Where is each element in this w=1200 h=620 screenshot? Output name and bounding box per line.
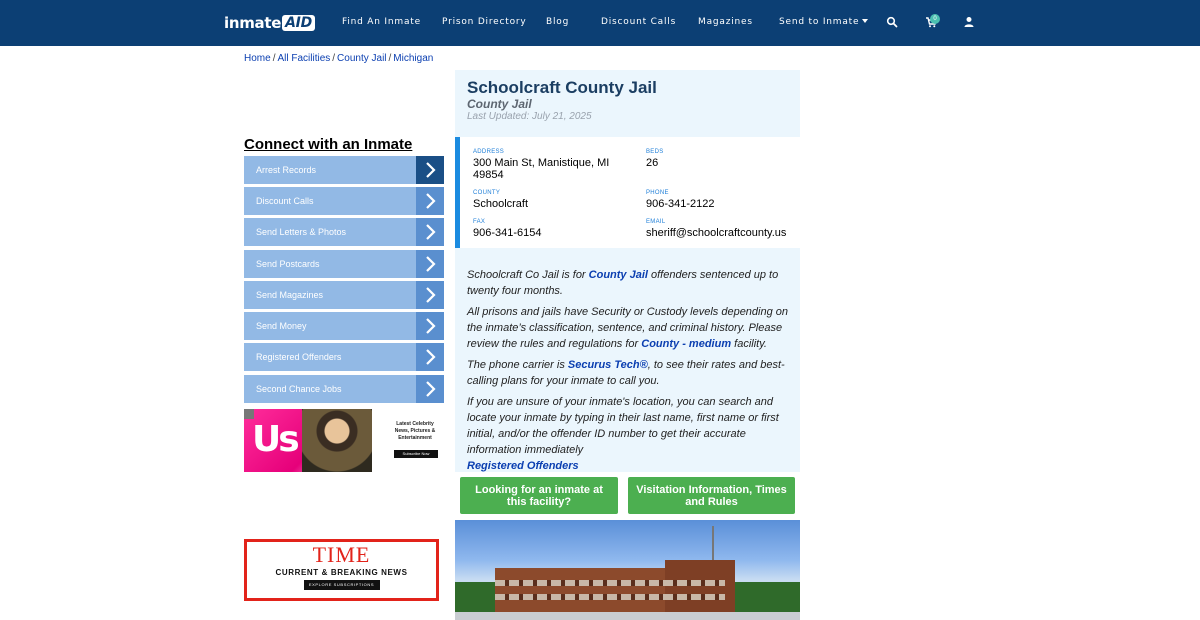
top-navbar — [0, 0, 1200, 46]
description-paragraph-1 — [467, 267, 789, 299]
chevron-right-icon — [416, 312, 444, 340]
breadcrumb-home[interactable]: Home — [244, 53, 271, 64]
user-icon[interactable] — [963, 16, 975, 28]
menu-item-label: Discount Calls — [256, 196, 314, 206]
description-text: All prisons and jails have Security or Custody levels depending on the inmate’s classification, sentence, and criminal history. Please review the rules and regulations for — [467, 306, 789, 350]
inmate-aid-logo[interactable] — [224, 13, 315, 33]
menu-item-send-letters-photos[interactable] — [244, 218, 444, 246]
email-label: EMAIL — [646, 219, 666, 225]
time-ad-subtitle: CURRENT & BREAKING NEWS — [275, 568, 408, 577]
description-text: , to see their rates and best-calling plans for your inmate to call you. — [467, 359, 785, 387]
description-text: offenders sentenced up to twenty four months. — [467, 269, 779, 297]
registered-offenders-link[interactable]: Registered Offenders — [467, 460, 579, 472]
menu-item-label: Send Postcards — [256, 259, 320, 269]
nav-magazines[interactable]: Magazines — [698, 17, 753, 27]
connect-section-title: Connect with an Inmate — [244, 136, 413, 153]
nav-find-inmate[interactable]: Find An Inmate — [342, 17, 421, 27]
fax-value: 906-341-6154 — [473, 227, 542, 239]
us-weekly-ad[interactable] — [244, 409, 444, 472]
chevron-down-icon — [862, 19, 868, 23]
cart-count-badge: 0 — [930, 14, 940, 24]
menu-item-label: Second Chance Jobs — [256, 384, 342, 394]
description-paragraph-4 — [467, 394, 789, 474]
description-text: The phone carrier is — [467, 359, 568, 371]
address-label: ADDRESS — [473, 149, 505, 155]
county-label: COUNTY — [473, 190, 501, 196]
nav-prison-directory[interactable]: Prison Directory — [442, 17, 527, 27]
menu-item-label: Send Letters & Photos — [256, 227, 347, 237]
breadcrumb-separator: / — [388, 53, 392, 64]
nav-send-to-inmate-label: Send to Inmate — [779, 17, 860, 27]
breadcrumb-separator: / — [332, 53, 336, 64]
chevron-right-icon — [416, 187, 444, 215]
breadcrumb-michigan[interactable]: Michigan — [393, 53, 434, 64]
logo-badge: AID — [282, 15, 315, 31]
time-explore-button[interactable]: EXPLORE SUBSCRIPTIONS — [304, 580, 380, 590]
security-level-link[interactable]: County - medium — [641, 338, 732, 350]
chevron-right-icon — [416, 250, 444, 278]
email-value[interactable]: sheriff@schoolcraftcounty.us — [646, 227, 787, 239]
looking-for-inmate-button[interactable] — [460, 477, 618, 514]
beds-value: 26 — [646, 157, 659, 169]
menu-item-send-postcards[interactable] — [244, 250, 444, 278]
logo-text: inmate — [224, 14, 282, 32]
nav-blog[interactable]: Blog — [546, 17, 570, 27]
menu-item-second-chance-jobs[interactable] — [244, 375, 444, 403]
menu-item-discount-calls[interactable] — [244, 187, 444, 215]
menu-item-arrest-records[interactable] — [244, 156, 444, 184]
facility-title: Schoolcraft County Jail — [467, 78, 657, 97]
breadcrumb — [244, 53, 433, 64]
phone-carrier-link[interactable]: Securus Tech® — [567, 359, 648, 371]
menu-item-registered-offenders[interactable] — [244, 343, 444, 371]
ad-choices-icon[interactable] — [244, 409, 254, 419]
looking-for-inmate-label: Looking for an inmate at this facility? — [475, 483, 603, 508]
breadcrumb-county-jail[interactable]: County Jail — [337, 53, 387, 64]
last-updated: Last Updated: July 21, 2025 — [467, 111, 592, 122]
facility-photo — [455, 520, 800, 620]
ad-subscribe-button[interactable]: Subscribe Now — [394, 450, 438, 458]
us-weekly-logo: Us — [252, 419, 297, 460]
description-text: Schoolcraft Co Jail is for — [467, 269, 589, 281]
menu-item-label: Send Money — [256, 321, 307, 331]
visitation-info-label: Visitation Information, Times and Rules — [636, 483, 787, 508]
phone-label: PHONE — [646, 190, 669, 196]
menu-item-label: Send Magazines — [256, 290, 324, 300]
menu-item-send-magazines[interactable] — [244, 281, 444, 309]
ad-tagline: Latest Celebrity News, Pictures & Entertainment — [394, 421, 436, 441]
address-value: 300 Main St, Manistique, MI 49854 — [473, 157, 610, 181]
breadcrumb-all-facilities[interactable]: All Facilities — [277, 53, 331, 64]
menu-item-label: Arrest Records — [256, 165, 317, 175]
beds-label: BEDS — [646, 149, 664, 155]
nav-discount-calls[interactable]: Discount Calls — [601, 17, 677, 27]
facility-type: County Jail — [467, 97, 532, 111]
county-jail-link[interactable]: County Jail — [588, 269, 648, 281]
breadcrumb-separator: / — [272, 53, 276, 64]
fax-label: FAX — [473, 219, 486, 225]
description-text: If you are unsure of your inmate's location, you can search and locate your inmate by typing in their last name, first name or first initial, and/or the offender ID number to get their accurate information immediately — [467, 396, 779, 456]
chevron-right-icon — [416, 218, 444, 246]
description-text: facility. — [731, 338, 767, 350]
chevron-right-icon — [416, 281, 444, 309]
description-paragraph-3 — [467, 357, 789, 389]
chevron-right-icon — [416, 375, 444, 403]
menu-item-send-money[interactable] — [244, 312, 444, 340]
phone-value[interactable]: 906-341-2122 — [646, 198, 715, 210]
county-value: Schoolcraft — [473, 198, 529, 210]
search-icon[interactable] — [886, 16, 898, 28]
time-ad[interactable] — [244, 539, 439, 601]
description-paragraph-2 — [467, 304, 789, 352]
nav-send-to-inmate[interactable] — [779, 17, 868, 27]
ad-celebrity-photo — [302, 409, 372, 472]
menu-item-label: Registered Offenders — [256, 352, 342, 362]
time-logo: TIME — [312, 542, 371, 567]
chevron-right-icon — [416, 156, 444, 184]
visitation-info-button[interactable] — [628, 477, 795, 514]
chevron-right-icon — [416, 343, 444, 371]
